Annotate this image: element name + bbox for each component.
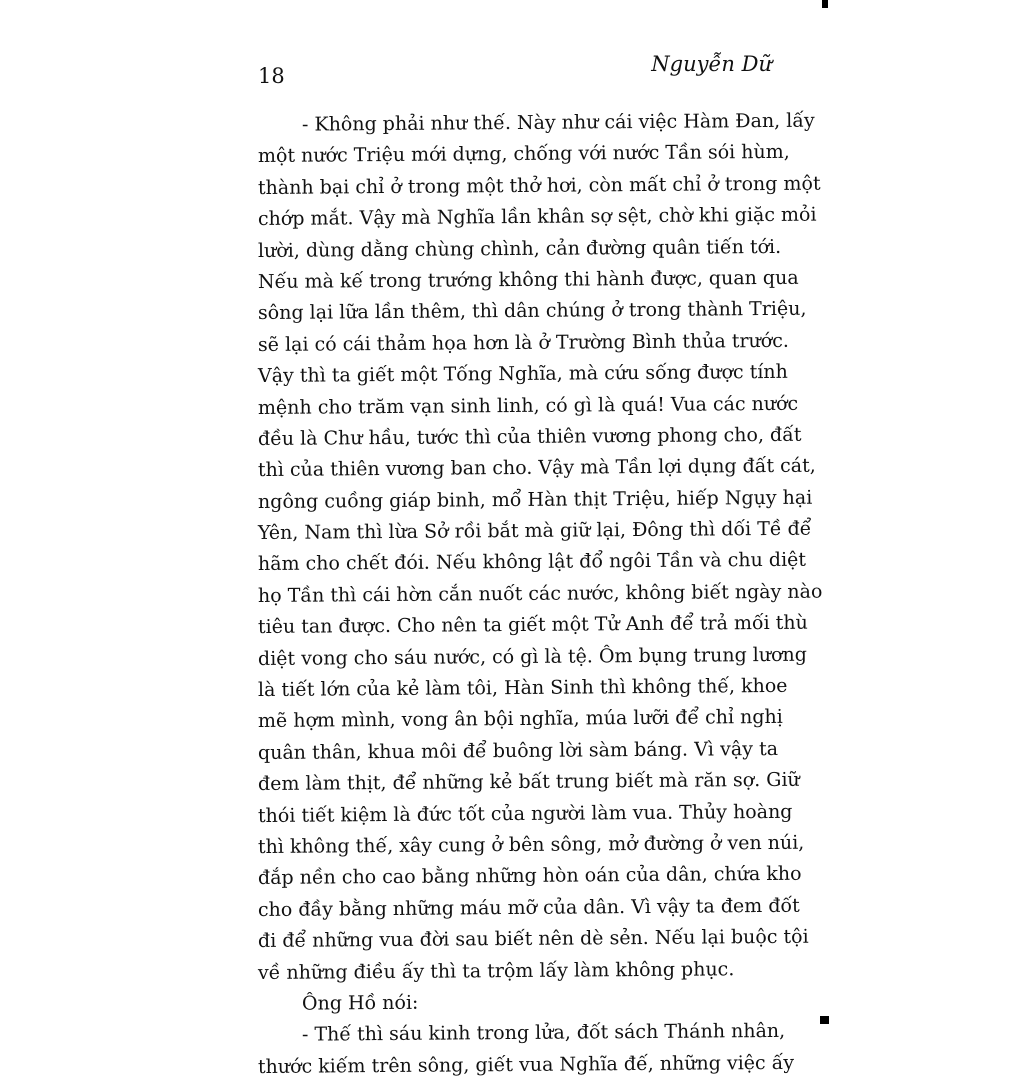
text-line: - Không phải như thế. Này như cái việc Hàm Đan, lấy <box>301 109 815 136</box>
text-line: ngông cuồng giáp binh, mổ Hàn thịt Triệu, hiếp Ngụy hại <box>257 486 813 513</box>
text-line: đắp nền cho cao bằng những hòn oán của dân, chứa kho <box>257 863 802 890</box>
text-line: mệnh cho trăm vạn sinh linh, có gì là quá! Vua các nước <box>257 392 799 419</box>
text-line: về những điều ấy thì ta trộm lấy làm không phục. <box>257 957 735 984</box>
text-line: thì của thiên vương ban cho. Vậy mà Tần lợi dụng đất cát, <box>257 454 816 482</box>
body-text <box>257 109 823 1083</box>
text-line: diệt vong cho sáu nước, có gì là tệ. Ôm bụng trung lương <box>257 643 808 670</box>
text-line: đều là Chư hầu, tước thì của thiên vương phong cho, đất <box>257 423 802 450</box>
text-line: Vậy thì ta giết một Tống Nghĩa, mà cứu sống được tính <box>257 360 788 388</box>
text-line: chớp mắt. Vậy mà Nghĩa lần khân sợ sệt, chờ khi giặc mỏi <box>257 203 817 231</box>
text-line: Ông Hồ nói: <box>301 991 419 1015</box>
text-line: sông lại lữa lần thêm, thì dân chúng ở trong thành Triệu, <box>257 298 807 325</box>
text-line: đem làm thịt, để những kẻ bất trung biết mà răn sợ. Giữ <box>257 768 800 796</box>
text-line: là tiết lớn của kẻ làm tôi, Hàn Sinh thì không thế, khoe <box>257 674 788 702</box>
text-line: lười, dùng dằng chùng chình, cản đường quân tiến tới. <box>257 235 782 262</box>
text-line: quân thân, khua môi để buông lời sàm báng. Vì vậy ta <box>257 737 779 764</box>
text-line: thói tiết kiệm là đức tốt của người làm vua. Thủy hoàng <box>257 800 793 827</box>
text-line: họ Tần thì cái hờn cắn nuốt các nước, không biết ngày nào <box>257 580 823 607</box>
text-line: một nước Triệu mới dựng, chống với nước Tần sói hùm, <box>257 141 790 168</box>
text-line: thì không thế, xây cung ở bên sông, mở đường ở ven núi, <box>257 831 805 858</box>
text-line: thước kiếm trên sông, giết vua Nghĩa đế, những việc ấy <box>257 1051 795 1078</box>
page-number: 18 <box>258 64 285 88</box>
text-line: thành bại chỉ ở trong một thở hơi, còn mất chỉ ở trong một <box>257 172 821 199</box>
text-line: Nếu mà kế trong trướng không thi hành được, quan qua <box>257 266 799 293</box>
text-line: cho đầy bằng những máu mỡ của dân. Vì vậy ta đem đốt <box>257 894 800 921</box>
text-line: Yên, Nam thì lừa Sở rồi bắt mà giữ lại, Đông thì dối Tề để <box>257 517 812 545</box>
text-line: tiêu tan được. Cho nên ta giết một Tử Anh để trả mối thù <box>257 611 808 639</box>
text-line: hãm cho chết đói. Nếu không lật đổ ngôi Tần và chu diệt <box>257 549 807 576</box>
text-line: đi để những vua đời sau biết nên dè sẻn. Nếu lại buộc tội <box>257 925 809 953</box>
text-line: - Thế thì sáu kinh trong lửa, đốt sách Thánh nhân, <box>301 1020 786 1046</box>
scan-mark-top <box>822 0 828 8</box>
scan-mark-bottom <box>820 1016 829 1024</box>
running-title: Nguyễn Dữ <box>651 52 772 76</box>
text-line: sẽ lại có cái thảm họa hơn là ở Trường Bình thủa trước. <box>257 329 789 356</box>
text-line: mẽ hợm mình, vong ân bội nghĩa, múa lưỡi để chỉ nghị <box>257 706 783 733</box>
